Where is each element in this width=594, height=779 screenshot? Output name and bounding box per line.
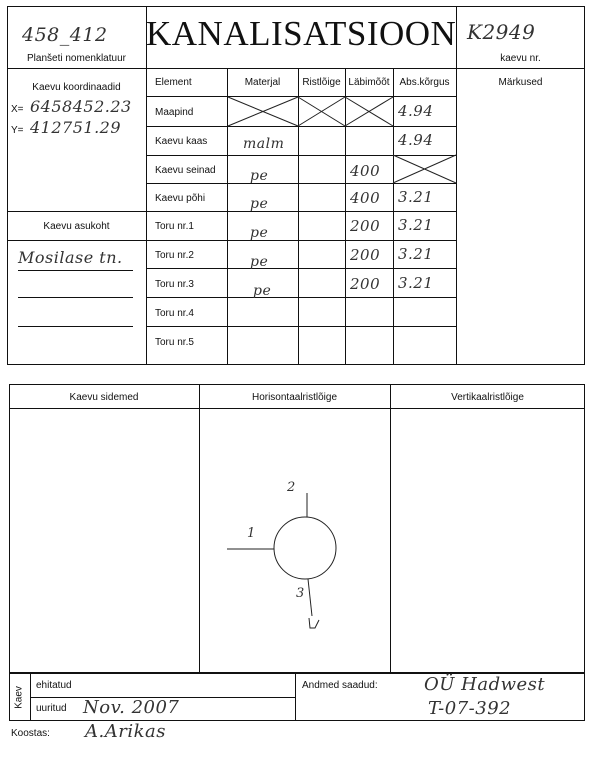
row-label-toru-2: Toru nr.2 <box>155 250 194 261</box>
diameter-toru-1: 200 <box>350 217 381 235</box>
header-ristloige: Ristlõige <box>302 77 341 88</box>
page-title: KANALISATSIOON <box>146 14 457 53</box>
pipe-3-line <box>308 579 312 616</box>
data-source-label: Andmed saadud: <box>302 680 378 691</box>
measured-value: Nov. 2007 <box>83 697 180 718</box>
diameter-toru-2: 200 <box>350 246 381 264</box>
header-abs-korgus: Abs.kõrgus <box>399 77 450 88</box>
divider <box>390 384 391 673</box>
footer-side-label: Kaev <box>13 686 25 709</box>
coordinates-label: Kaevu koordinaadid <box>32 82 121 93</box>
abs-kaevu-kaas: 4.94 <box>398 131 434 149</box>
material-kaevu-seinad: pe <box>250 168 269 184</box>
row-label-toru-1: Toru nr.1 <box>155 221 194 232</box>
section-vertical-title: Vertikaalristlõige <box>451 392 524 403</box>
x-coordinate-value: 6458452.23 <box>30 97 132 116</box>
y-coordinate-value: 412751.29 <box>30 118 122 137</box>
header-markused: Märkused <box>498 77 543 88</box>
abs-toru-1: 3.21 <box>398 216 434 234</box>
header-materjal: Materjal <box>244 77 281 88</box>
abs-toru-3: 3.21 <box>398 274 434 292</box>
abs-kaevu-pohi: 3.21 <box>398 188 434 206</box>
crossed-cells <box>0 0 594 365</box>
well-number: K2949 <box>467 20 536 44</box>
y-prefix: Y= <box>11 125 24 136</box>
row-label-toru-3: Toru nr.3 <box>155 279 194 290</box>
section-horizontal-title: Horisontaalristlõige <box>251 392 338 403</box>
location-label: Kaevu asukoht <box>43 221 110 232</box>
manhole-circle <box>274 517 336 579</box>
pipe-3-label: 3 <box>296 586 305 601</box>
well-number-label: kaevu nr. <box>500 53 541 64</box>
measured-label: uuritud <box>36 703 67 714</box>
material-kaevu-pohi: pe <box>250 196 269 212</box>
section-connections-title: Kaevu sidemed <box>69 392 139 403</box>
data-source-reference: T-07-392 <box>428 698 512 719</box>
abs-toru-2: 3.21 <box>398 245 434 263</box>
pipe-3-end-mark <box>309 618 319 628</box>
row-label-kaevu-kaas: Kaevu kaas <box>155 136 208 147</box>
diameter-kaevu-pohi: 400 <box>350 189 381 207</box>
compiler-value: A.Arikas <box>85 721 166 742</box>
pipe-1-label: 1 <box>247 526 256 541</box>
compiler-label: Koostas: <box>11 728 50 739</box>
row-label-toru-4: Toru nr.4 <box>155 308 194 319</box>
location-value: Mosilase tn. <box>18 248 123 267</box>
diameter-kaevu-seinad: 400 <box>350 162 381 180</box>
pipe-2-label: 2 <box>287 480 296 495</box>
data-source-company: OÜ Hadwest <box>424 674 546 695</box>
material-toru-3: pe <box>253 283 272 299</box>
nomenclature-label: Planšeti nomenklatuur <box>27 53 126 64</box>
material-toru-1: pe <box>250 225 269 241</box>
diameter-toru-3: 200 <box>350 275 381 293</box>
row-label-kaevu-seinad: Kaevu seinad <box>155 165 216 176</box>
material-kaevu-kaas: malm <box>243 136 285 152</box>
divider <box>295 673 296 721</box>
row-label-kaevu-pohi: Kaevu põhi <box>155 193 206 204</box>
nomenclature-value: 458_412 <box>22 24 108 46</box>
material-toru-2: pe <box>250 254 269 270</box>
horizontal-section-sketch <box>199 408 390 673</box>
row-label-maapind: Maapind <box>155 107 194 118</box>
x-prefix: X= <box>11 104 24 115</box>
header-element: Element <box>155 77 192 88</box>
row-label-toru-5: Toru nr.5 <box>155 337 194 348</box>
abs-maapind: 4.94 <box>398 102 434 120</box>
built-label: ehitatud <box>36 680 72 691</box>
header-labimoot: Läbimõõt <box>348 77 390 88</box>
